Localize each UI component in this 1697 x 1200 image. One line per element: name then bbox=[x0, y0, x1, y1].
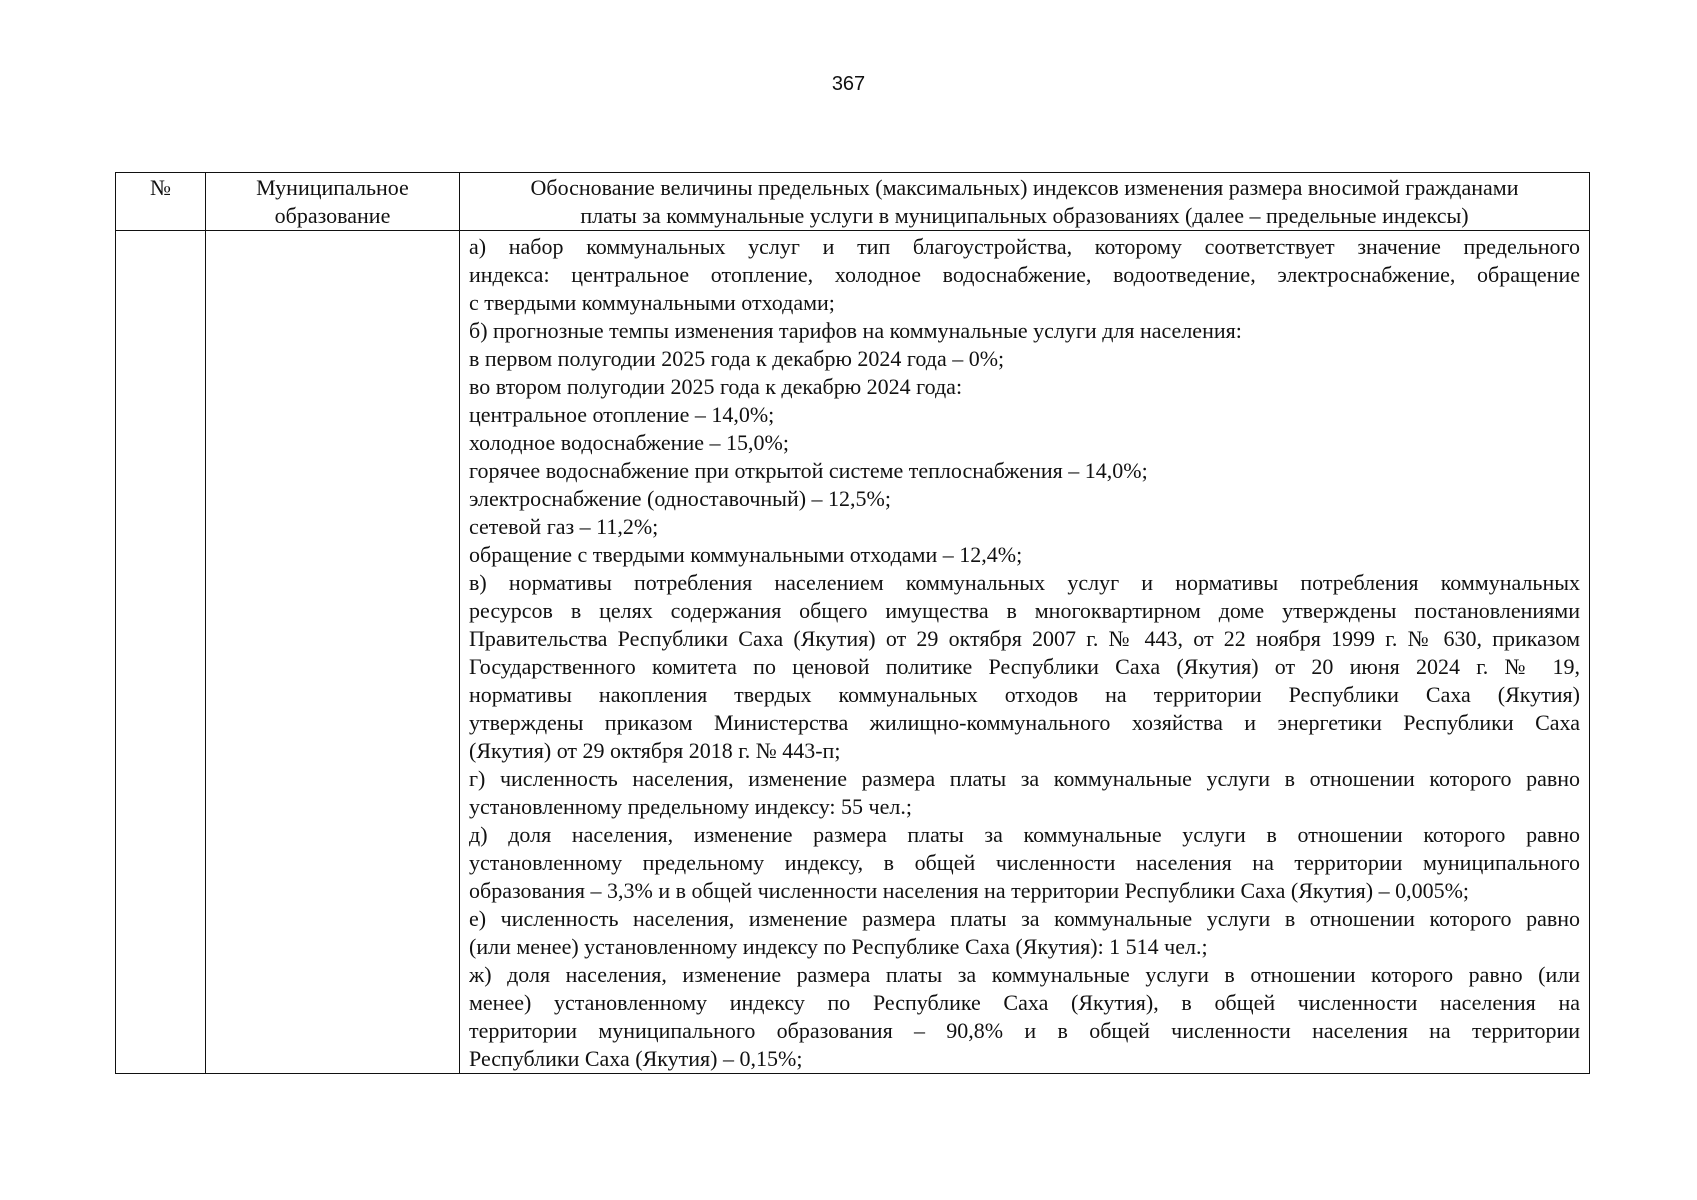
justification-line: (или менее) установленному индексу по Республике Саха (Якутия): 1 514 чел.; bbox=[469, 934, 1208, 959]
justification-line: утверждены приказом Министерства жилищно-коммунального хозяйства и энергетики Республики Саха bbox=[469, 710, 1580, 735]
justification-line: ресурсов в целях содержания общего имущества в многоквартирном доме утверждены постановлениями bbox=[469, 598, 1580, 623]
justification-line: г) численность населения, изменение размера платы за коммунальные услуги в отношении которого равно bbox=[469, 766, 1580, 791]
justification-line: центральное отопление – 14,0%; bbox=[469, 402, 775, 427]
justification-line: во втором полугодии 2025 года к декабрю 2024 года: bbox=[469, 374, 963, 399]
justification-line: Республики Саха (Якутия) – 0,15%; bbox=[469, 1046, 803, 1071]
justification-line: Правительства Республики Саха (Якутия) от 29 октября 2007 г. № 443, от 22 ноября 1999 г. № 630, приказом bbox=[469, 626, 1580, 651]
header-justification-line: платы за коммунальные услуги в муниципальных образованиях (далее – предельные индексы) bbox=[580, 203, 1469, 228]
cell-number bbox=[116, 231, 206, 1074]
justification-line: образования – 3,3% и в общей численности населения на территории Республики Саха (Якутия) – 0,005%; bbox=[469, 878, 1470, 903]
justification-line: в) нормативы потребления населением коммунальных услуг и нормативы потребления коммунальных bbox=[469, 570, 1580, 595]
justification-line: установленному предельному индексу, в общей численности населения на территории муниципального bbox=[469, 850, 1580, 875]
header-municipality-line: Муниципальное bbox=[256, 175, 409, 200]
justification-line: Государственного комитета по ценовой политике Республики Саха (Якутия) от 20 июня 2024 г. № 19, bbox=[469, 654, 1580, 679]
justification-line: горячее водоснабжение при открытой системе теплоснабжения – 14,0%; bbox=[469, 458, 1148, 483]
header-municipality-line: образование bbox=[274, 203, 391, 228]
justification-line: сетевой газ – 11,2%; bbox=[469, 514, 659, 539]
justification-line: холодное водоснабжение – 15,0%; bbox=[469, 430, 789, 455]
justification-line: обращение с твердыми коммунальными отходами – 12,4%; bbox=[469, 542, 1023, 567]
justification-line: установленному предельному индексу: 55 чел.; bbox=[469, 794, 912, 819]
header-municipality bbox=[206, 173, 460, 231]
justification-line: менее) установленному индексу по Республике Саха (Якутия), в общей численности населения на bbox=[469, 990, 1580, 1015]
cell-justification bbox=[460, 231, 1590, 1074]
justification-line: ж) доля населения, изменение размера платы за коммунальные услуги в отношении которого равно (или bbox=[469, 962, 1580, 987]
justification-line: д) доля населения, изменение размера платы за коммунальные услуги в отношении которого равно bbox=[469, 822, 1580, 847]
justification-line: индекса: центральное отопление, холодное водоснабжение, водоотведение, электроснабжение, обращение bbox=[469, 262, 1580, 287]
table-body bbox=[116, 231, 1590, 1074]
header-number-label: № bbox=[150, 175, 171, 200]
justification-line: е) численность населения, изменение размера платы за коммунальные услуги в отношении которого равно bbox=[469, 906, 1580, 931]
justification-line: территории муниципального образования – 90,8% и в общей численности населения на территории bbox=[469, 1018, 1580, 1043]
justification-line: б) прогнозные темпы изменения тарифов на коммунальные услуги для населения: bbox=[469, 318, 1242, 343]
table-header-row bbox=[116, 173, 1590, 231]
justification-line: в первом полугодии 2025 года к декабрю 2024 года – 0%; bbox=[469, 346, 1005, 371]
header-number bbox=[116, 173, 206, 231]
justification-line: с твердыми коммунальными отходами; bbox=[469, 290, 835, 315]
justification-line: а) набор коммунальных услуг и тип благоустройства, которому соответствует значение предельного bbox=[469, 234, 1580, 259]
cell-municipality bbox=[206, 231, 460, 1074]
justification-line: нормативы накопления твердых коммунальных отходов на территории Республики Саха (Якутия) bbox=[469, 682, 1580, 707]
table-row bbox=[116, 231, 1590, 1074]
justification-line: (Якутия) от 29 октября 2018 г. № 443-п; bbox=[469, 738, 841, 763]
page-number: 367 bbox=[831, 73, 866, 95]
header-justification-line: Обоснование величины предельных (максимальных) индексов изменения размера вносимой гражданами bbox=[530, 175, 1519, 200]
justification-table bbox=[115, 172, 1590, 1074]
header-justification bbox=[460, 173, 1590, 231]
justification-line: электроснабжение (одноставочный) – 12,5%; bbox=[469, 486, 891, 511]
